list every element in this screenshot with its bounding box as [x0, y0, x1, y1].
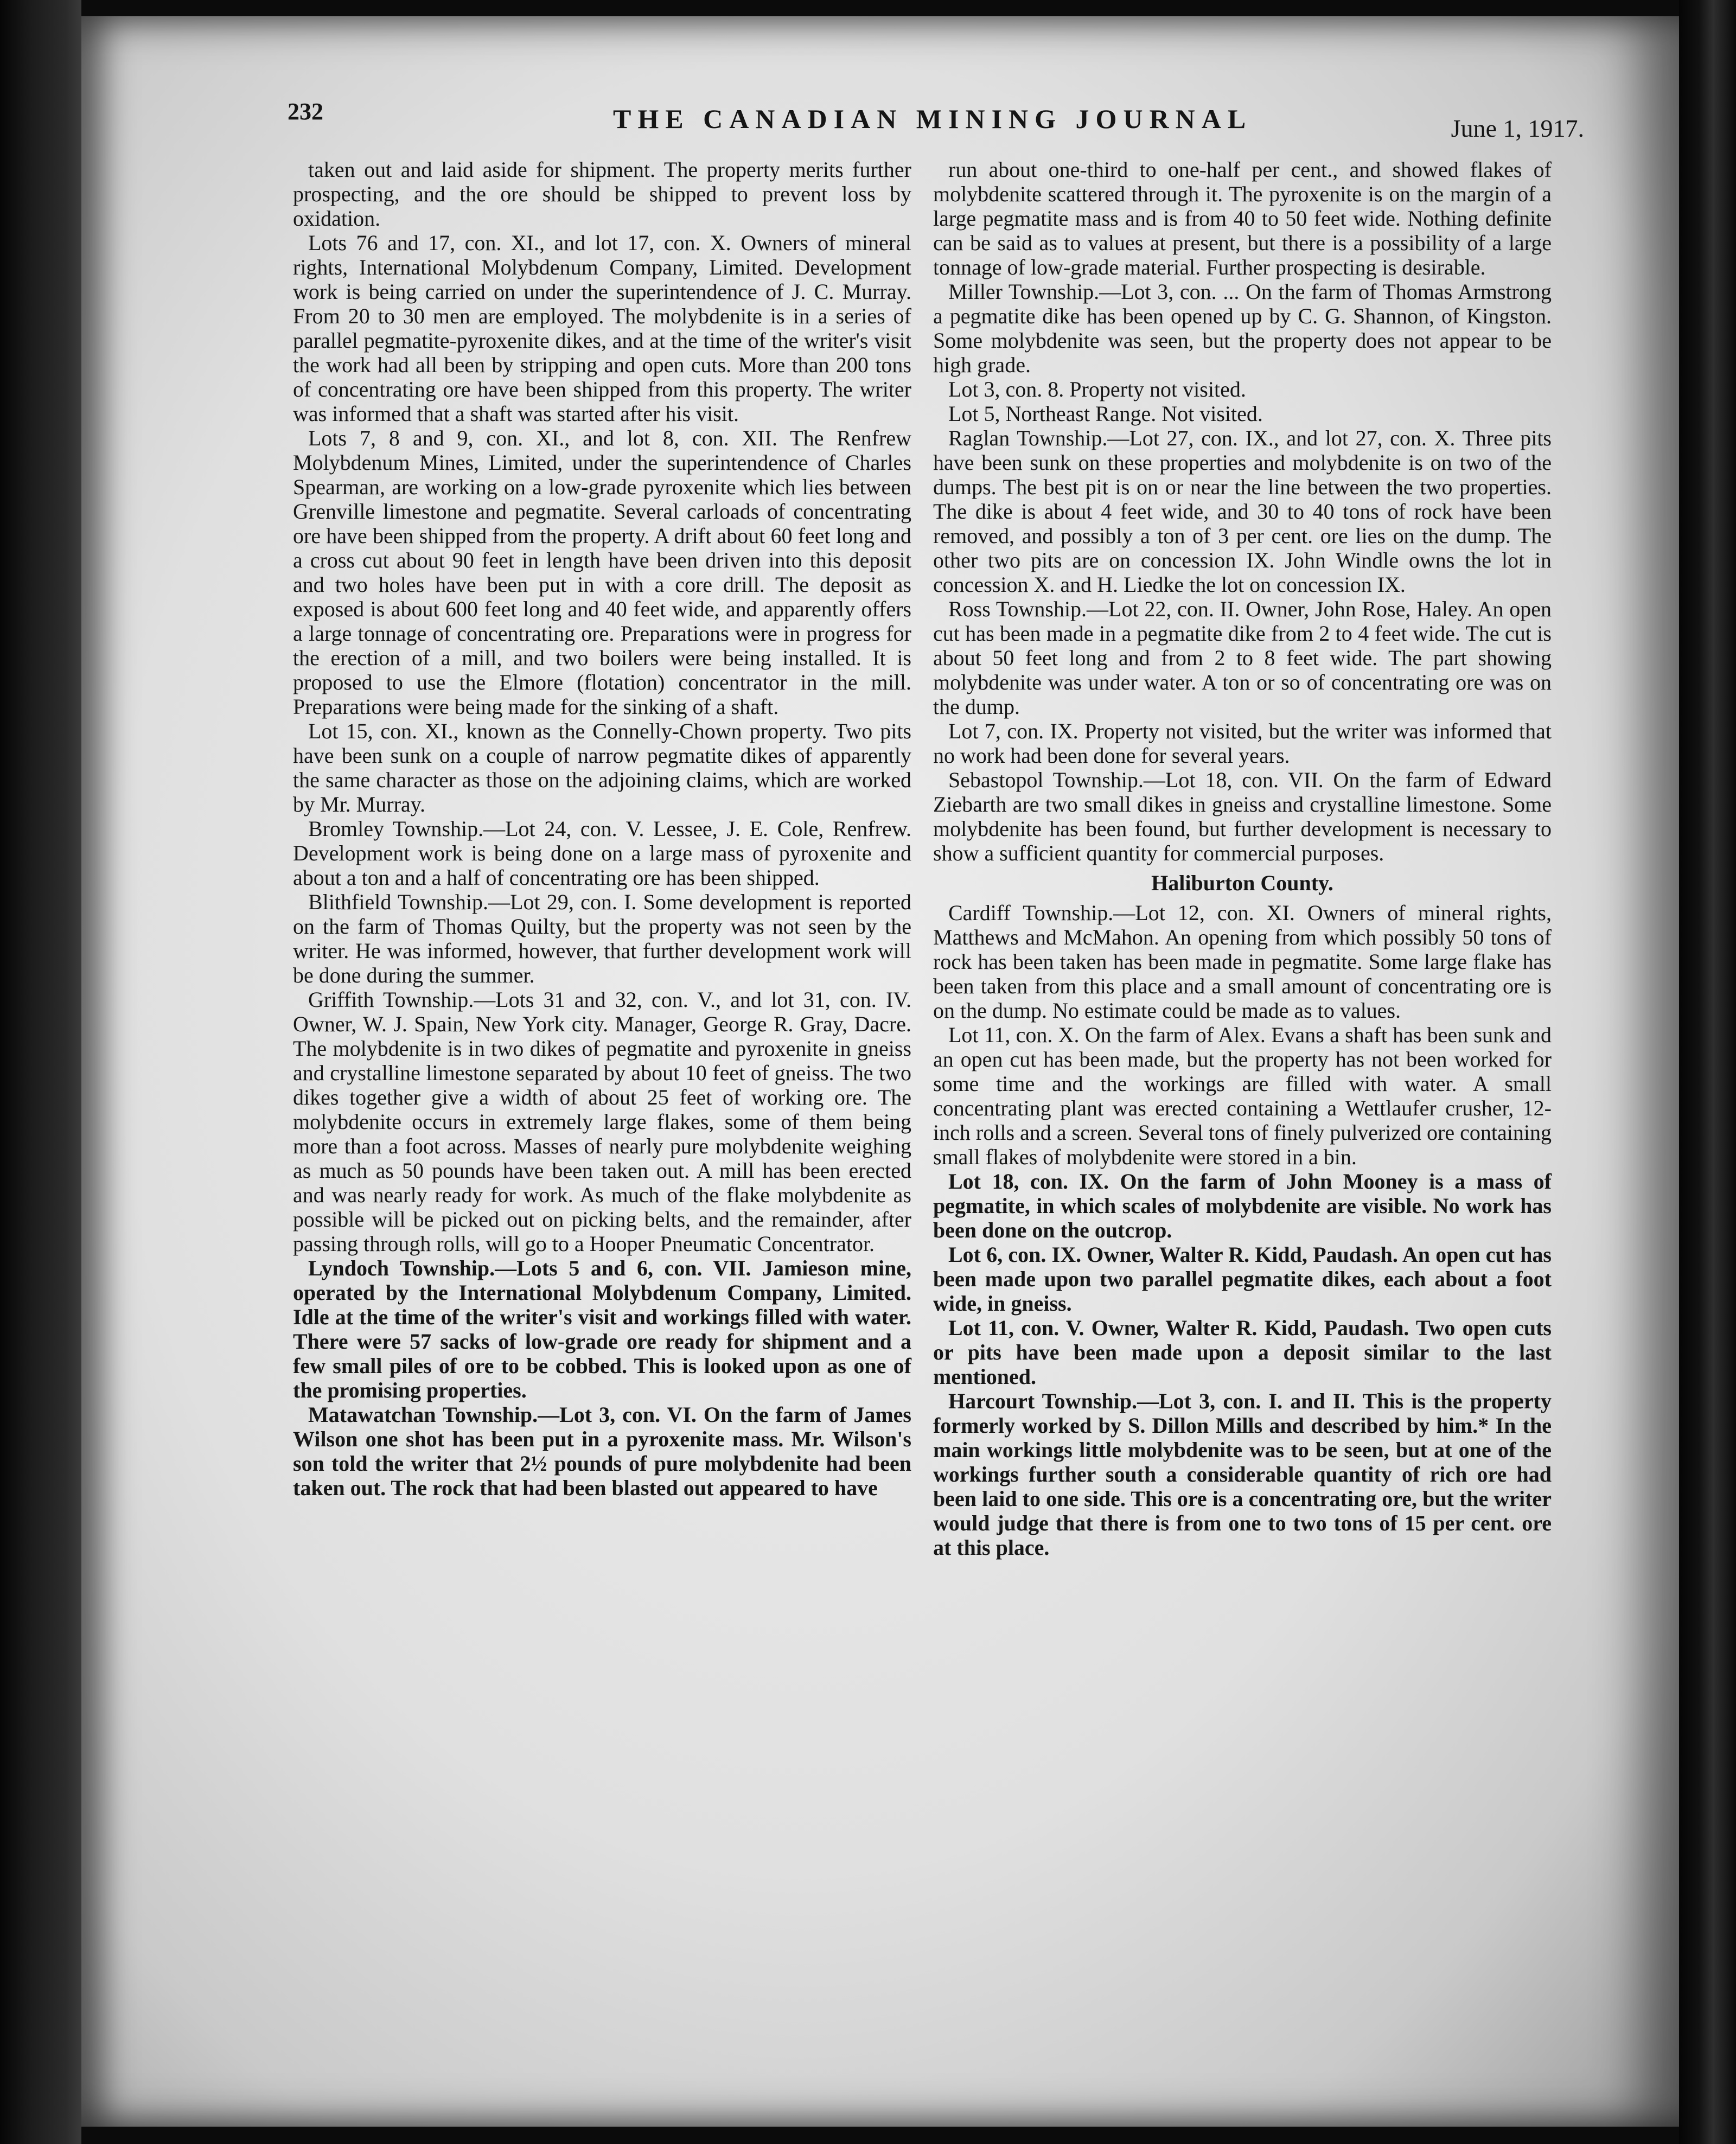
paragraph: Lots 76 and 17, con. XI., and lot 17, con. X. Owners of mineral rights, International Molybdenum Company, Limited. Development work is being carried on under the superintendence of J. C. Murray. From 20 to 30 men are employed. The molybdenite is in a series of parallel pegmatite-pyroxenite dikes, and at the time of the writer's visit the work had all been by stripping and open cuts. More than 200 tons of concentrating ore have been shipped from this property. The writer was informed that a shaft was started after his visit.	[293, 231, 911, 426]
paragraph: Sebastopol Township.—Lot 18, con. VII. On the farm of Edward Ziebarth are two small dikes in gneiss and crystalline limestone. Some molybdenite has been found, but further development is necessary to show a sufficient quantity for commercial purposes.	[933, 768, 1552, 865]
section-heading: Haliburton County.	[1151, 871, 1333, 895]
right-column	[933, 157, 1552, 1560]
paragraph: Lot 3, con. 8. Property not visited.	[948, 377, 1246, 401]
paragraph: Lot 5, Northeast Range. Not visited.	[948, 401, 1263, 426]
paragraph: Harcourt Township.—Lot 3, con. I. and II. This is the property formerly worked by S. Dillon Mills and described by him.* In the main workings little molybdenite was to be seen, but at one of the workings further south a considerable quantity of rich ore had been laid to one side. This ore is a concentrating ore, but the writer would judge that there is from one to two tons of 15 per cent. ore at this place.	[933, 1389, 1552, 1560]
paragraph: Ross Township.—Lot 22, con. II. Owner, John Rose, Haley. An open cut has been made in a pegmatite dike from 2 to 4 feet wide. The cut is about 50 feet long and from 2 to 8 feet wide. The part showing molybdenite was under water. A ton or so of concentrating ore was on the dump.	[933, 597, 1552, 719]
paragraph: Lot 11, con. X. On the farm of Alex. Evans a shaft has been sunk and an open cut has been made, but the property has not been worked for some time and the workings are filled with water. A small concentrating plant was erected containing a Wettlaufer crusher, 12-inch rolls and a screen. Several tons of finely pulverized ore containing small flakes of molybdenite were stored in a bin.	[933, 1023, 1552, 1169]
paragraph: Lot 6, con. IX. Owner, Walter R. Kidd, Paudash. An open cut has been made upon two parallel pegmatite dikes, each about a foot wide, in gneiss.	[933, 1242, 1552, 1316]
paragraph: Blithfield Township.—Lot 29, con. I. Some development is reported on the farm of Thomas Quilty, but the property was not seen by the writer. He was informed, however, that further development work will be done during the summer.	[293, 890, 911, 987]
paragraph: Lots 7, 8 and 9, con. XI., and lot 8, con. XII. The Renfrew Molybdenum Mines, Limited, under the superintendence of Charles Spearman, are working on a low-grade pyroxenite which lies between Grenville limestone and pegmatite. Several carloads of concentrating ore have been shipped from the property. A drift about 60 feet long and a cross cut about 90 feet in length have been driven into this deposit and two holes have been put in with a core drill. The deposit as exposed is about 600 feet long and 40 feet wide, and apparently offers a large tonnage of concentrating ore. Preparations were in progress for the erection of a mill, and two boilers were being installed. It is proposed to use the Elmore (flotation) concentrator in the mill. Preparations were being made for the sinking of a shaft.	[293, 426, 911, 719]
paragraph: Lot 11, con. V. Owner, Walter R. Kidd, Paudash. Two open cuts or pits have been made upon a deposit similar to the last mentioned.	[933, 1316, 1552, 1389]
paragraph: Matawatchan Township.—Lot 3, con. VI. On the farm of James Wilson one shot has been put in a pyroxenite mass. Mr. Wilson's son told the writer that 2½ pounds of pure molybdenite had been taken out. The rock that had been blasted out appeared to have	[293, 1402, 911, 1500]
paragraph: Bromley Township.—Lot 24, con. V. Lessee, J. E. Cole, Renfrew. Development work is being done on a large mass of pyroxenite and about a ton and a half of concentrating ore has been shipped.	[293, 816, 911, 890]
paragraph: Cardiff Township.—Lot 12, con. XI. Owners of mineral rights, Matthews and McMahon. An opening from which possibly 50 tons of rock has been taken has been made in pegmatite. Some large flake has been taken from this place and a small amount of concentrating ore is on the dump. No estimate could be made as to values.	[933, 901, 1552, 1023]
paragraph: Lyndoch Township.—Lots 5 and 6, con. VII. Jamieson mine, operated by the International Molybdenum Company, Limited. Idle at the time of the writer's visit and workings filled with water. There were 57 sacks of low-grade ore ready for shipment and a few small piles of ore to be cobbed. This is looked upon as one of the promising properties.	[293, 1256, 911, 1402]
paragraph: Griffith Township.—Lots 31 and 32, con. V., and lot 31, con. IV. Owner, W. J. Spain, New York city. Manager, George R. Gray, Dacre. The molybdenite is in two dikes of pegmatite and pyroxenite in gneiss and crystalline limestone separated by about 10 feet of gneiss. The two dikes together give a width of about 25 feet of working ore. The molybdenite occurs in extremely large flakes, some of them being more than a foot across. Masses of nearly pure molybdenite weighing as much as 50 pounds have been taken out. A mill has been erected and was nearly ready for work. As much of the flake molybdenite as possible will be picked out on picking belts, and the remainder, after passing through rolls, will go to a Hooper Pneumatic Concentrator.	[293, 987, 911, 1256]
issue-date: June 1, 1917.	[1451, 114, 1584, 142]
left-column	[293, 157, 911, 1500]
paragraph: Lot 18, con. IX. On the farm of John Mooney is a mass of pegmatite, in which scales of molybdenite are visible. No work has been done on the outcrop.	[933, 1169, 1552, 1242]
page-number: 232	[288, 98, 323, 125]
paragraph: Lot 15, con. XI., known as the Connelly-Chown property. Two pits have been sunk on a couple of narrow pegmatite dikes of apparently the same character as those on the adjoining claims, which are worked by Mr. Murray.	[293, 719, 911, 816]
page-header	[288, 98, 1584, 163]
book-spine-left	[0, 0, 81, 2144]
journal-title: THE CANADIAN MINING JOURNAL	[613, 104, 1253, 134]
paragraph: Miller Township.—Lot 3, con. ... On the farm of Thomas Armstrong a pegmatite dike has been opened up by C. G. Shannon, of Kingston. Some molybdenite was seen, but the property does not appear to be high grade.	[933, 279, 1552, 377]
book-edge-right	[1679, 0, 1736, 2144]
paragraph: run about one-third to one-half per cent., and showed flakes of molybdenite scattered through it. The pyroxenite is on the margin of a large pegmatite mass and is from 40 to 50 feet wide. Nothing definite can be said as to values at present, but there is a possibility of a large tonnage of low-grade material. Further prospecting is desirable.	[933, 157, 1552, 279]
paragraph: Raglan Township.—Lot 27, con. IX., and lot 27, con. X. Three pits have been sunk on these properties and molybdenite is on two of the dumps. The best pit is on or near the line between the two properties. The dike is about 4 feet wide, and 30 to 40 tons of rock have been removed, and possibly a ton of 3 per cent. ore lies on the dump. The other two pits are on concession IX. John Windle owns the lot in concession X. and H. Liedke the lot on concession IX.	[933, 426, 1552, 597]
paragraph: Lot 7, con. IX. Property not visited, but the writer was informed that no work had been done for several years.	[933, 719, 1552, 768]
paragraph: taken out and laid aside for shipment. The property merits further prospecting, and the ore should be shipped to prevent loss by oxidation.	[293, 157, 911, 231]
